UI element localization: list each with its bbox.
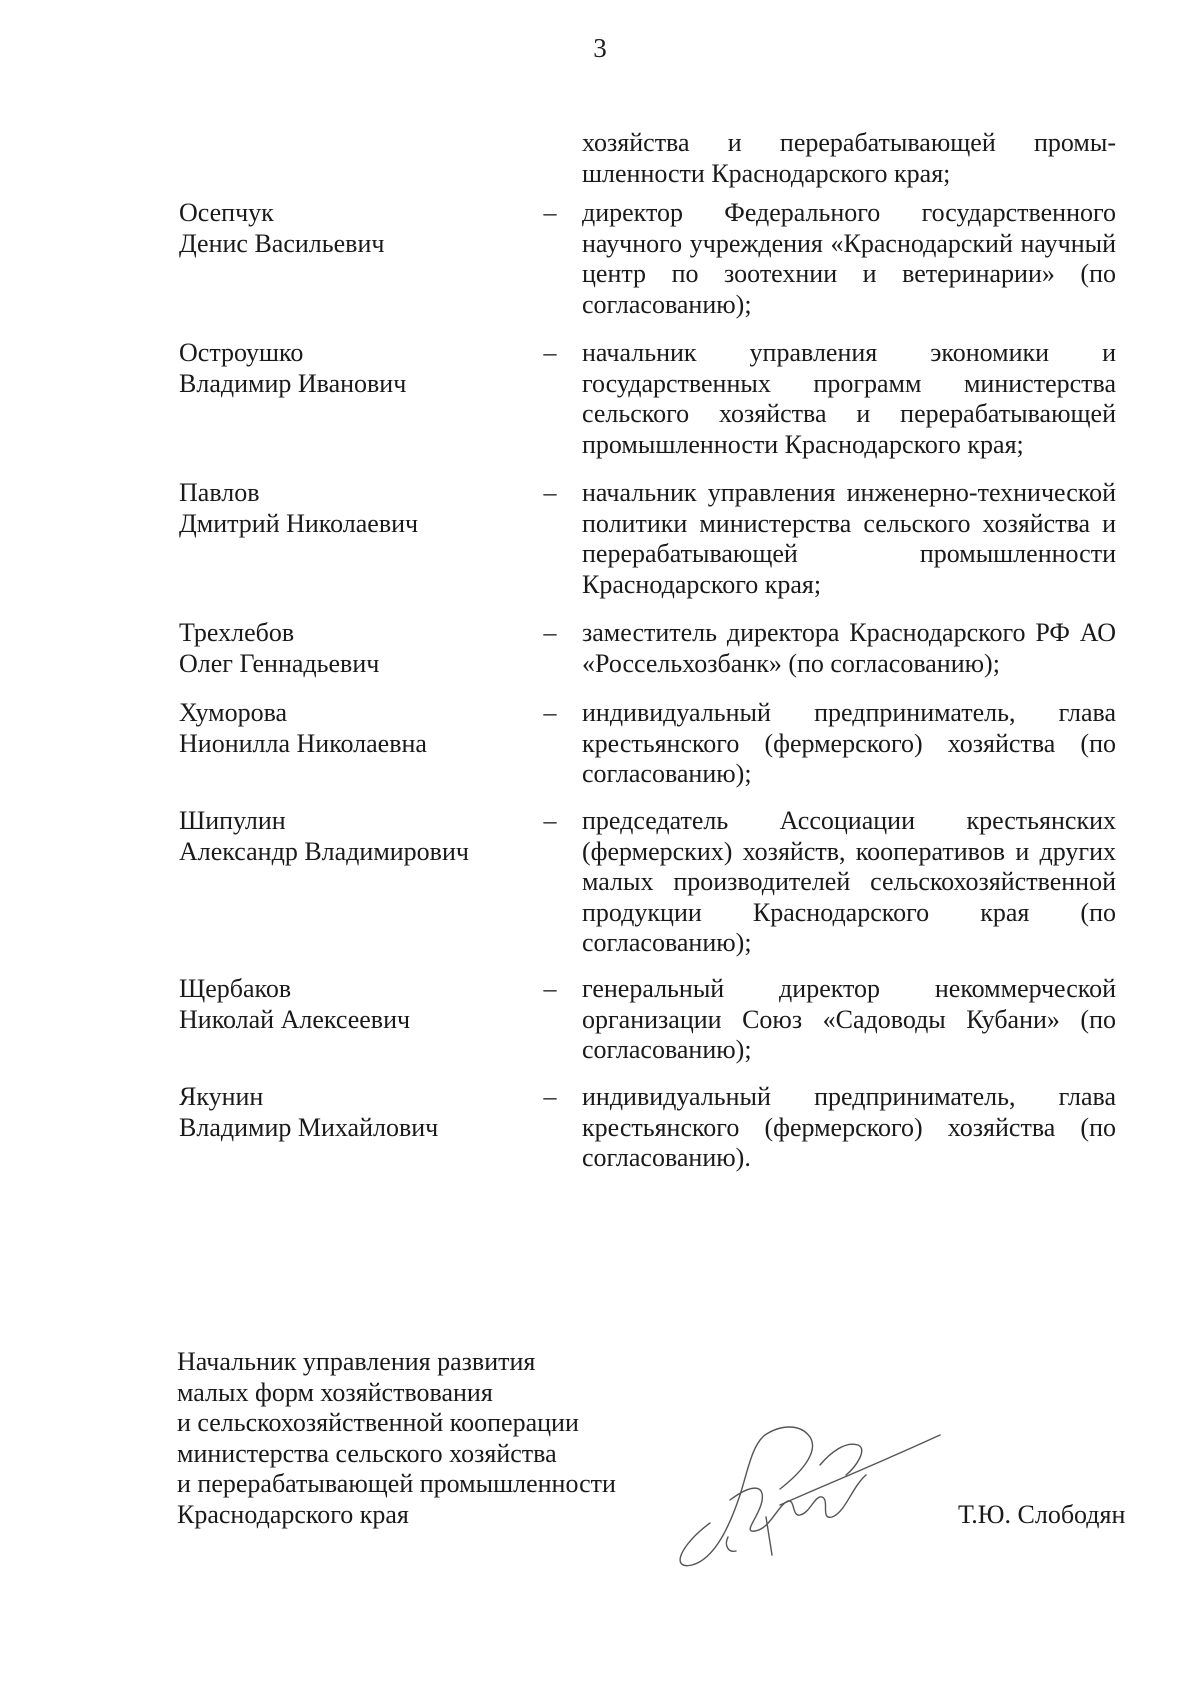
member-description: генеральный директор некоммерческой организации Союз «Садоводы Кубани» (по согласованию); — [582, 974, 1116, 1064]
member-description: начальник управления экономики и государственных программ министерства сельского хозяйства и перерабатывающей промышленности Краснодарского края; — [582, 338, 1116, 459]
handwritten-signature — [670, 1405, 950, 1575]
member-description: заместитель директора Краснодарского РФ АО «Россельхозбанк» (по согласованию); — [582, 618, 1116, 678]
member-surname: Осепчук — [179, 198, 274, 227]
member-surname: Остроушко — [179, 338, 304, 367]
member-description: директор Федерального государственного научного учреждения «Краснодарский научный центр по зоотехнии и ветеринарии» (по согласованию); — [582, 198, 1116, 319]
member-description: председатель Ассоциации крестьянских (фермерских) хозяйств, кооперативов и других малых производителей сельскохозяйственной продукции Краснодарского края (по согласованию); — [582, 806, 1116, 957]
member-name — [179, 1082, 519, 1143]
dash-separator: – — [543, 1082, 557, 1111]
member-given-names: Владимир Михайлович — [179, 1112, 439, 1142]
dash-separator: – — [543, 806, 557, 835]
dash-separator: – — [543, 618, 557, 647]
continued-description: хозяйства и перерабатывающей промышленности Краснодарского края; — [582, 128, 1116, 188]
member-surname: Хуморова — [179, 698, 288, 727]
member-surname: Шипулин — [179, 806, 286, 835]
member-given-names: Денис Васильевич — [179, 228, 385, 258]
member-given-names: Владимир Иванович — [179, 368, 407, 398]
member-given-names: Дмитрий Николаевич — [179, 508, 419, 538]
member-given-names: Александр Владимирович — [179, 836, 469, 866]
signer-name: Т.Ю. Слободян — [958, 1500, 1126, 1529]
member-name — [179, 698, 519, 759]
member-description: индивидуальный предприниматель, глава крестьянского (фермерского) хозяйства (по согласованию); — [582, 698, 1116, 788]
member-name — [179, 974, 519, 1035]
dash-separator: – — [543, 698, 557, 727]
member-name — [179, 478, 519, 539]
signatory-position-line: Краснодарского края — [177, 1499, 409, 1529]
member-surname: Павлов — [179, 478, 260, 507]
dash-separator: – — [543, 478, 557, 507]
member-given-names: Нионилла Николаевна — [179, 728, 427, 758]
member-name — [179, 338, 519, 399]
member-name — [179, 198, 519, 259]
member-given-names: Олег Геннадьевич — [179, 648, 380, 678]
page-number: 3 — [593, 33, 607, 63]
member-description: начальник управления инженерно-технической политики министерства сельского хозяйства и перерабатывающей промышленности Краснодарского края; — [582, 478, 1116, 599]
member-given-names: Николай Алексеевич — [179, 1004, 411, 1034]
signatory-position-line: и перерабатывающей промышленности — [177, 1469, 616, 1498]
member-name — [179, 806, 519, 867]
member-surname: Щербаков — [179, 974, 292, 1003]
member-description: индивидуальный предприниматель, глава крестьянского (фермерского) хозяйства (по согласованию). — [582, 1082, 1116, 1172]
dash-separator: – — [543, 198, 557, 227]
signatory-position-line: министерства сельского хозяйства — [177, 1438, 557, 1468]
signatory-position-line: малых форм хозяйствования — [177, 1377, 493, 1407]
dash-separator: – — [543, 974, 557, 1003]
signatory-position-line: Начальник управления развития — [177, 1347, 536, 1376]
signatory-position — [177, 1347, 697, 1530]
member-surname: Якунин — [179, 1082, 264, 1111]
dash-separator: – — [543, 338, 557, 367]
signatory-position-line: и сельскохозяйственной кооперации — [177, 1408, 579, 1437]
member-name — [179, 618, 519, 679]
member-surname: Трехлебов — [179, 618, 295, 647]
